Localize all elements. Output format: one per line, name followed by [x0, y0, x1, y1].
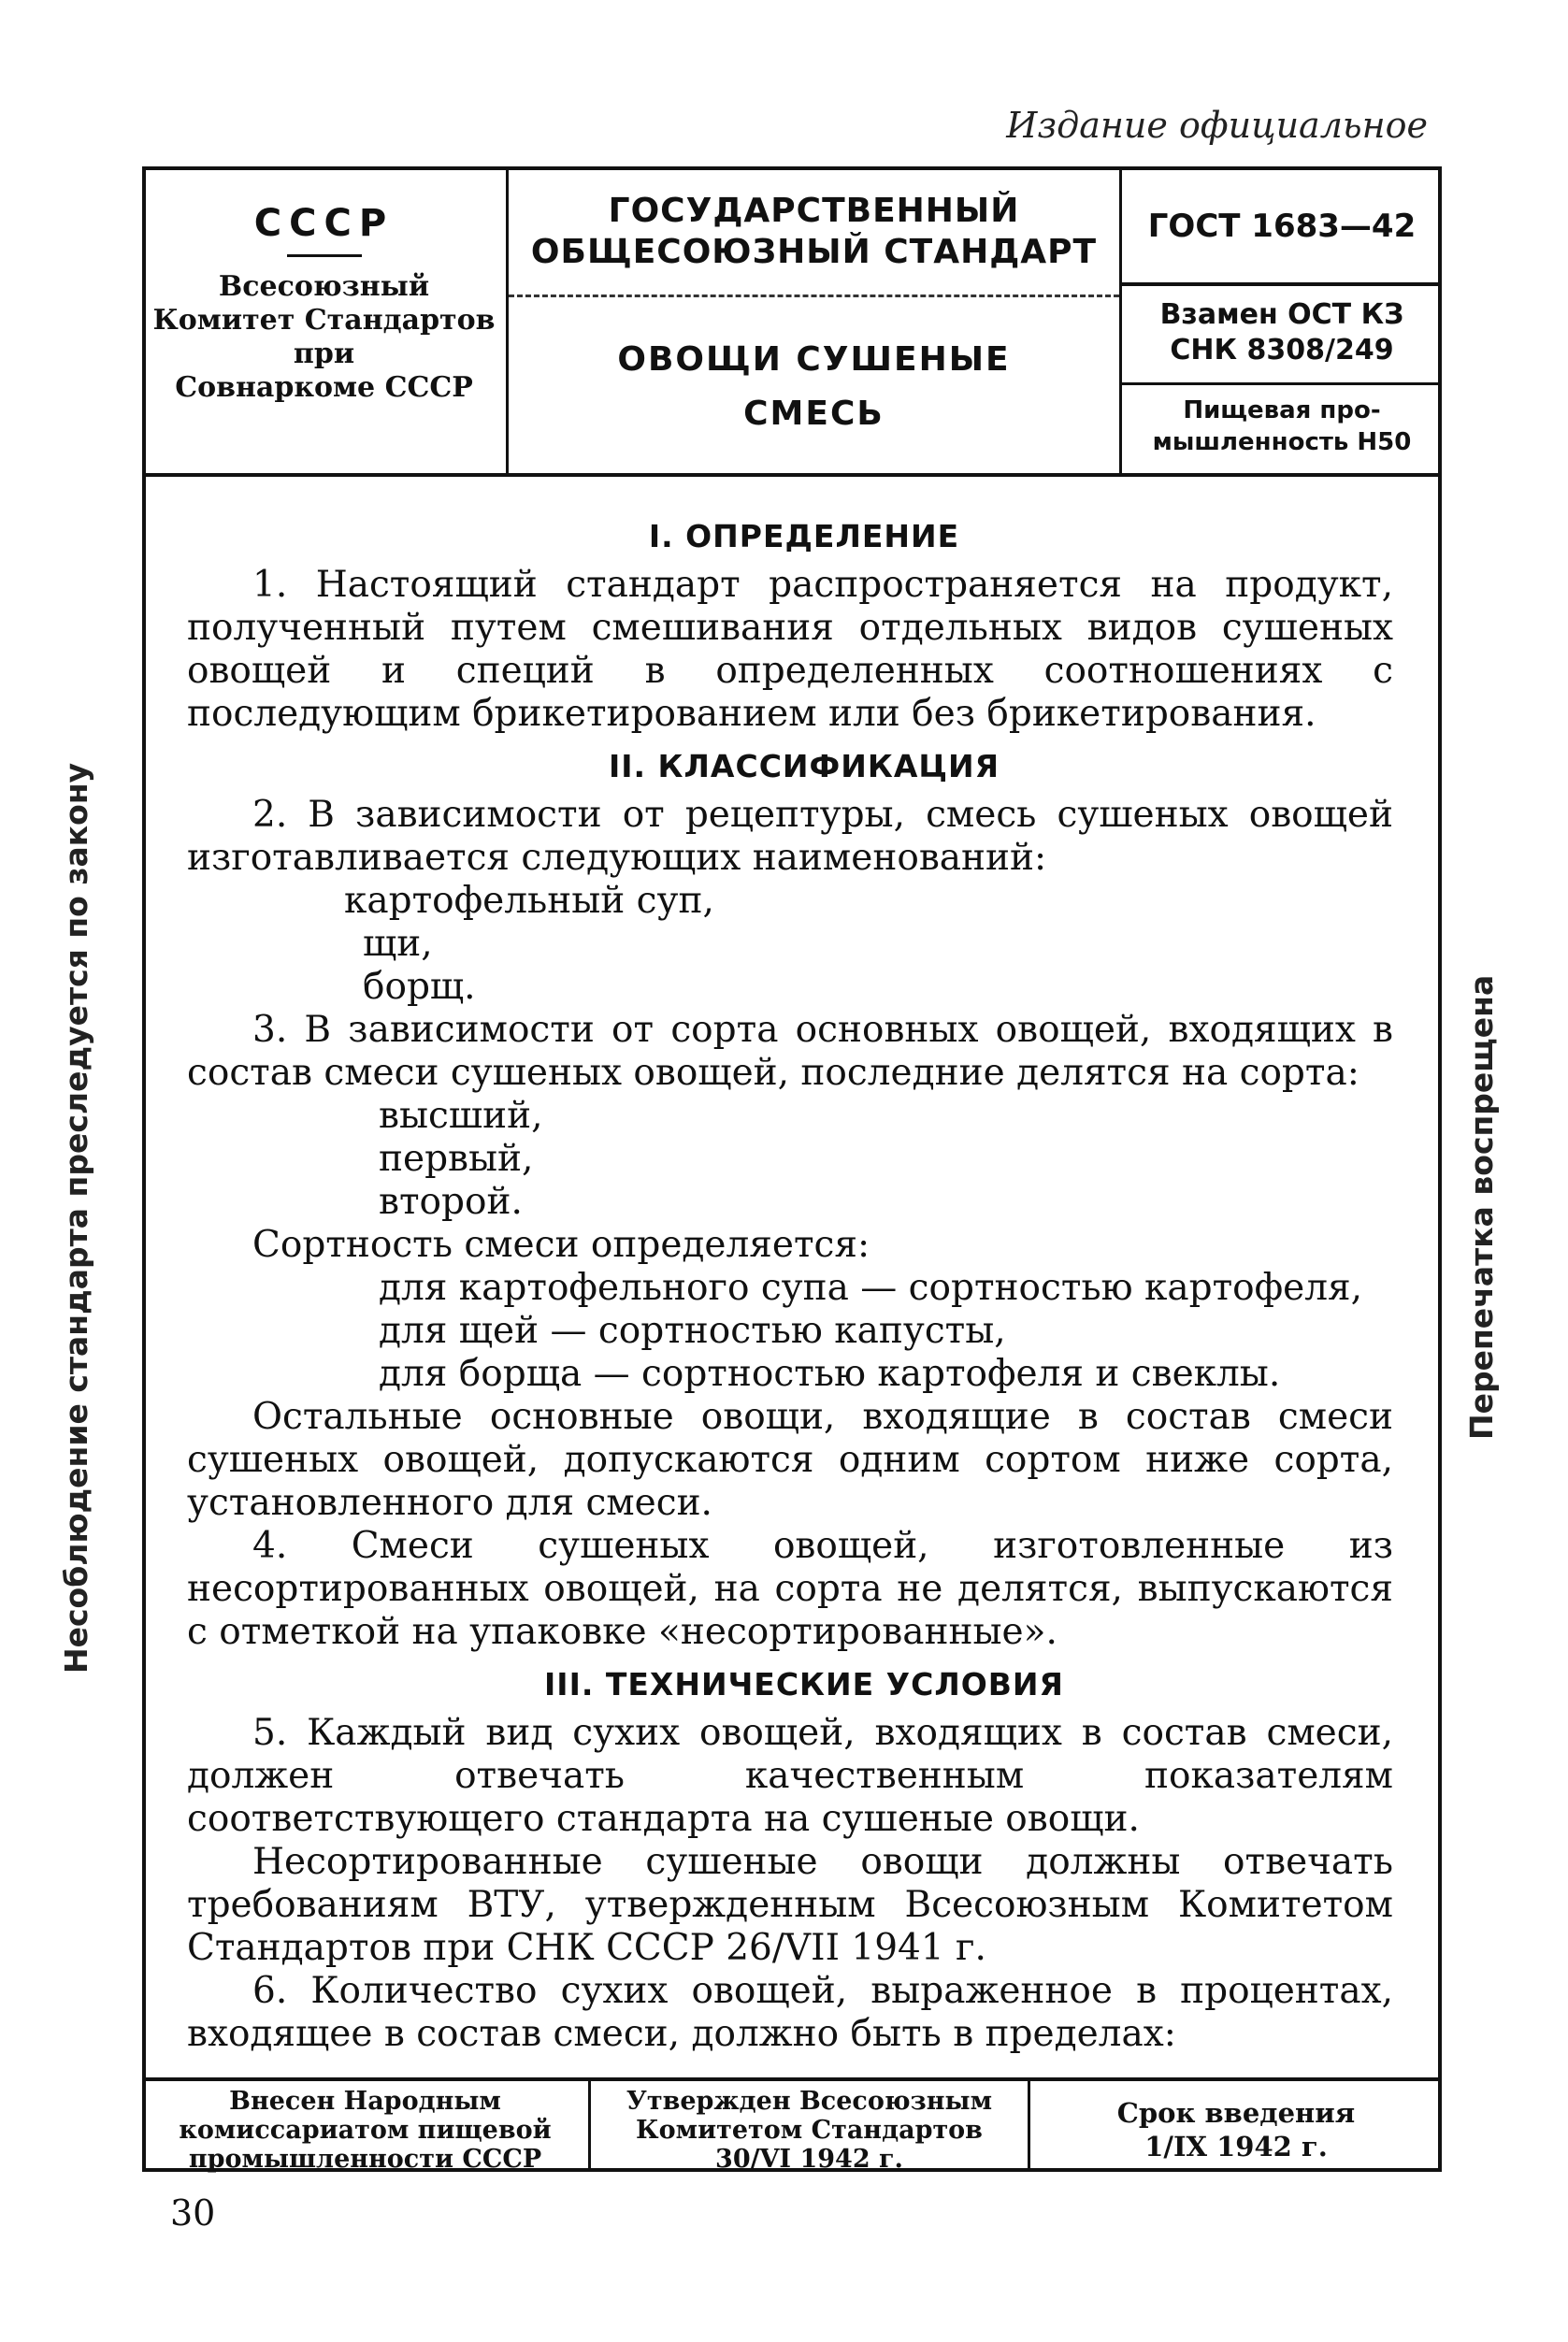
list-item: первый,: [379, 1138, 534, 1180]
side-note-right: Перепечатка воспрещена: [1463, 974, 1500, 1440]
list-item: щи,: [363, 923, 433, 965]
standard-type-line: ОБЩЕСОЮЗНЫЙ СТАНДАРТ: [530, 233, 1098, 271]
footer-line: Срок введения: [1116, 2097, 1356, 2129]
paragraph: 2. В зависимости от рецептуры, смесь сушеных овощей изготавливается следующих наименований:: [187, 794, 1393, 879]
side-note-left: Несоблюдение стандарта преследуется по закону: [58, 762, 94, 1674]
footer-line: промышленности СССР: [188, 2145, 542, 2174]
paragraph: 4. Смеси сушеных овощей, изготовленные из несортированных овощей, на сорта не делятся, выпускаются с отметкой на упаковке «несортированные».: [187, 1525, 1393, 1653]
footer-line: Внесен Народным: [229, 2087, 501, 2116]
document-title: [509, 297, 1119, 441]
section-heading: II. КЛАССИФИКАЦИЯ: [608, 748, 1000, 784]
section-heading: III. ТЕХНИЧЕСКИЕ УСЛОВИЯ: [544, 1666, 1064, 1703]
edition-label: Издание официальное: [1006, 105, 1428, 146]
paragraph: Сортность смеси определяется:: [252, 1224, 870, 1266]
header-issuer: [142, 170, 509, 473]
gost-number: ГОСТ 1683—42: [1122, 170, 1442, 286]
list-item: для щей — сортностью капусты,: [379, 1310, 1006, 1352]
paragraph: Несортированные сушеные овощи должны отвечать требованиям ВТУ, утвержденным Всесоюзным Комитетом Стандартов при СНК СССР 26/VII 1941 г.: [187, 1841, 1393, 1969]
list-item: высший,: [379, 1095, 543, 1137]
section-heading: I. ОПРЕДЕЛЕНИЕ: [648, 518, 960, 554]
committee-line: Всесоюзный: [218, 270, 430, 303]
industry-line: мышленность Н50: [1152, 428, 1412, 456]
standard-type: [509, 170, 1119, 297]
title-line: СМЕСЬ: [743, 395, 885, 433]
paragraph: 6. Количество сухих овощей, выраженное в процентах, входящее в состав смеси, должно быть в пределах:: [187, 1970, 1393, 2055]
paragraph: Остальные основные овощи, входящие в состав смеси сушеных овощей, допускаются одним сортом ниже сорта, установленного для смеси.: [187, 1396, 1393, 1524]
replaces-line: Взамен ОСТ КЗ: [1159, 298, 1404, 331]
committee-line: Комитет Стандартов: [152, 304, 496, 337]
footer-line: 1/IX 1942 г.: [1144, 2131, 1328, 2162]
industry-line: Пищевая про-: [1183, 396, 1381, 424]
header-codes: [1122, 170, 1442, 473]
list-item: для картофельного супа — сортностью картофеля,: [379, 1267, 1363, 1309]
standard-type-line: ГОСУДАРСТВЕННЫЙ: [608, 192, 1020, 230]
header-table: [142, 166, 1442, 477]
list-item: картофельный суп,: [344, 880, 714, 922]
replaces-line: СНК 8308/249: [1170, 334, 1394, 366]
footer-table: [142, 2077, 1442, 2172]
list-item: борщ.: [363, 966, 476, 1008]
footer-effective: [1030, 2081, 1442, 2168]
document-body: [187, 510, 1393, 2056]
title-line: ОВОЩИ СУШЕНЫЕ: [617, 340, 1011, 379]
page-number: 30: [170, 2192, 216, 2234]
paragraph: 1. Настоящий стандарт распространяется на продукт, полученный путем смешивания отдельных видов сушеных овощей и специй в определенных соотношениях с последующим брикетированием или без брикетирования.: [187, 564, 1393, 735]
committee-line: при: [293, 338, 355, 370]
industry-code: [1122, 385, 1442, 458]
paragraph: 3. В зависимости от сорта основных овощей, входящих в состав смеси сушеных овощей, последние делятся на сорта:: [187, 1009, 1393, 1094]
footer-line: Утвержден Всесоюзным: [626, 2087, 993, 2116]
list-item: для борща — сортностью картофеля и свеклы.: [379, 1353, 1281, 1395]
divider: [287, 254, 362, 257]
committee-line: Совнаркоме СССР: [175, 371, 473, 404]
replaces-note: [1122, 286, 1442, 385]
footer-approved: [591, 2081, 1030, 2174]
footer-line: Комитетом Стандартов: [636, 2116, 983, 2145]
footer-line: комиссариатом пищевой: [179, 2116, 552, 2145]
country-name: СССР: [253, 202, 395, 245]
paragraph: 5. Каждый вид сухих овощей, входящих в состав смеси, должен отвечать качественным показателям соответствующего стандарта на сушеные овощи.: [187, 1712, 1393, 1840]
list-item: второй.: [379, 1181, 523, 1223]
header-standard: [509, 170, 1122, 473]
footer-introduced: [142, 2081, 591, 2174]
footer-line: 30/VI 1942 г.: [715, 2145, 903, 2174]
